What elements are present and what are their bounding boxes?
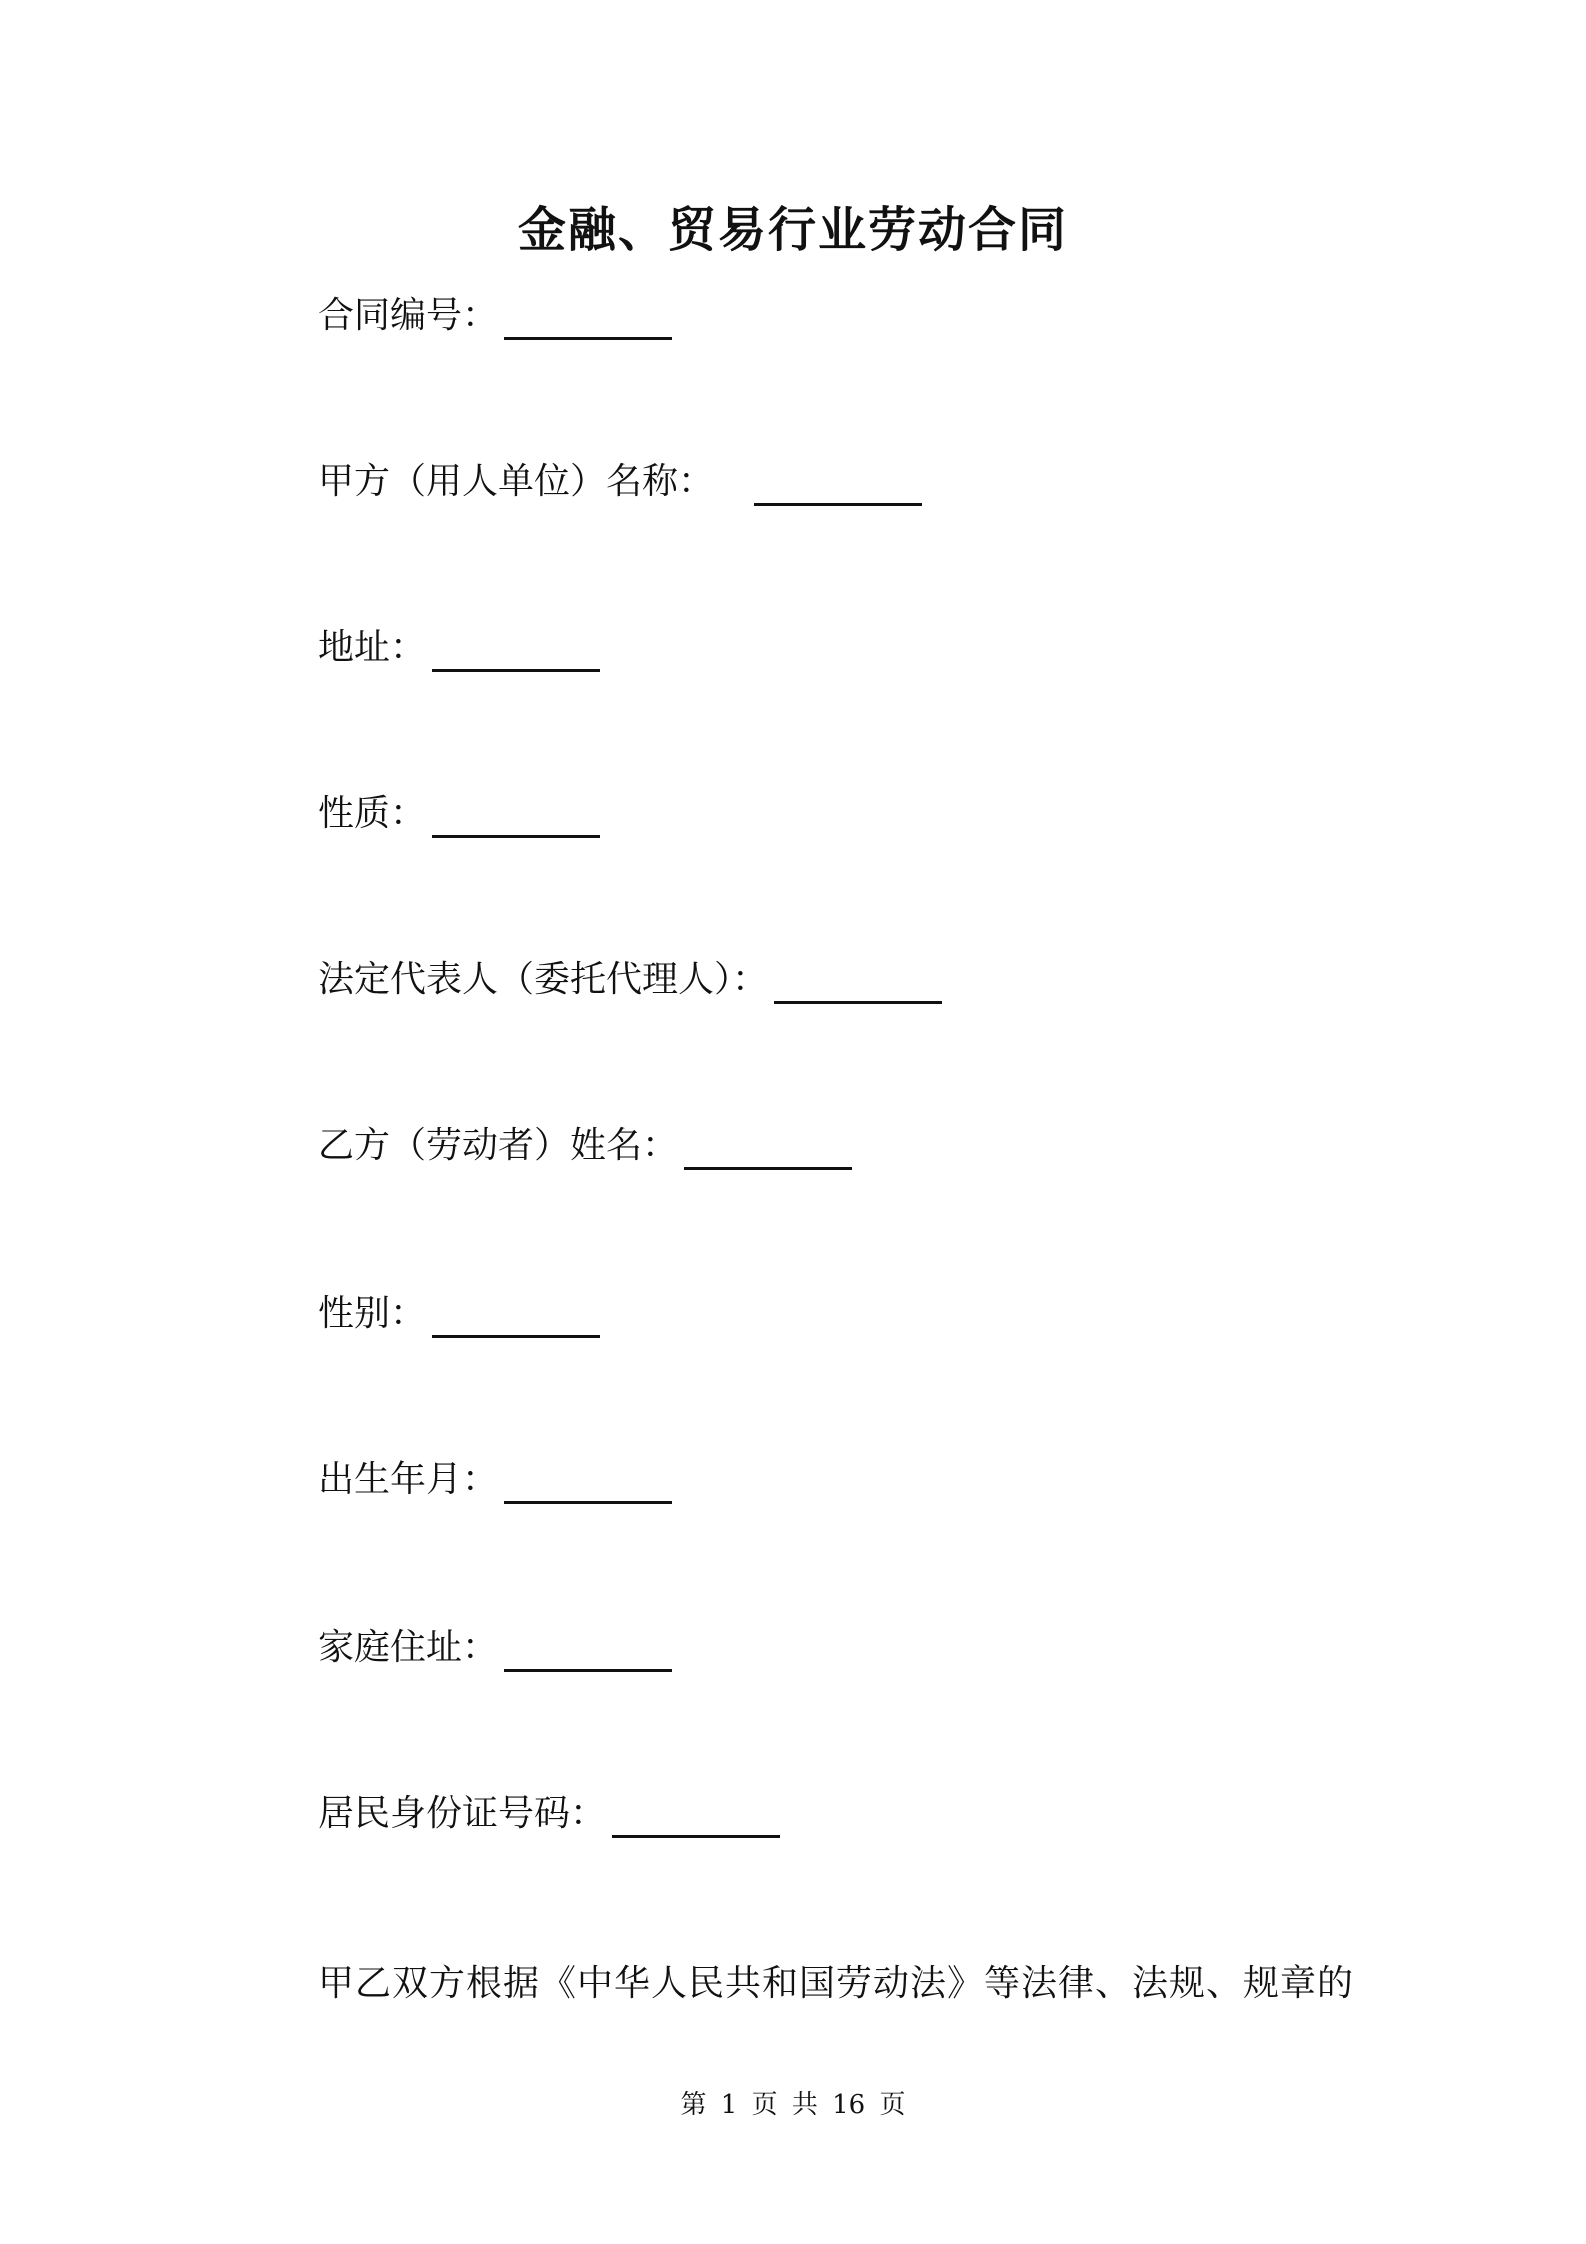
- contract-intro-text: 甲乙双方根据《中华人民共和国劳动法》等法律、法规、规章的: [318, 1963, 1355, 2004]
- page-number-footer: 第 1 页 共 16 页: [680, 2090, 906, 2120]
- field-address: [318, 624, 600, 672]
- field-contract-number: [318, 292, 672, 340]
- field-home-address: [318, 1624, 672, 1672]
- field-id-number: [318, 1790, 780, 1838]
- field-label: 性别：: [318, 1293, 427, 1334]
- fill-blank-line: [432, 795, 600, 838]
- field-label: 居民身份证号码：: [318, 1793, 607, 1834]
- field-employer-name: [318, 458, 922, 506]
- fill-blank-line: [754, 463, 922, 506]
- field-label: 地址：: [318, 627, 427, 668]
- field-label: 家庭住址：: [318, 1627, 499, 1668]
- field-employee-name: [318, 1122, 852, 1170]
- field-label: 性质：: [318, 793, 427, 834]
- field-label: 法定代表人（委托代理人）：: [318, 959, 769, 1000]
- field-label: 出生年月：: [318, 1459, 499, 1500]
- field-nature: [318, 790, 600, 838]
- document-title: 金融、贸易行业劳动合同: [517, 202, 1068, 258]
- fill-blank-line: [612, 1795, 780, 1838]
- fill-blank-line: [504, 1629, 672, 1672]
- fill-blank-line: [432, 629, 600, 672]
- fill-blank-line: [432, 1295, 600, 1338]
- field-birth-date: [318, 1456, 672, 1504]
- fill-blank-line: [684, 1127, 852, 1170]
- fill-blank-line: [774, 961, 942, 1004]
- field-label: 甲方（用人单位）名称：: [318, 461, 715, 502]
- field-label: 合同编号：: [318, 295, 499, 336]
- field-label: 乙方（劳动者）姓名：: [318, 1125, 679, 1166]
- fill-blank-line: [504, 297, 672, 340]
- field-gender: [318, 1290, 600, 1338]
- fill-blank-line: [504, 1461, 672, 1504]
- field-legal-representative: [318, 956, 942, 1004]
